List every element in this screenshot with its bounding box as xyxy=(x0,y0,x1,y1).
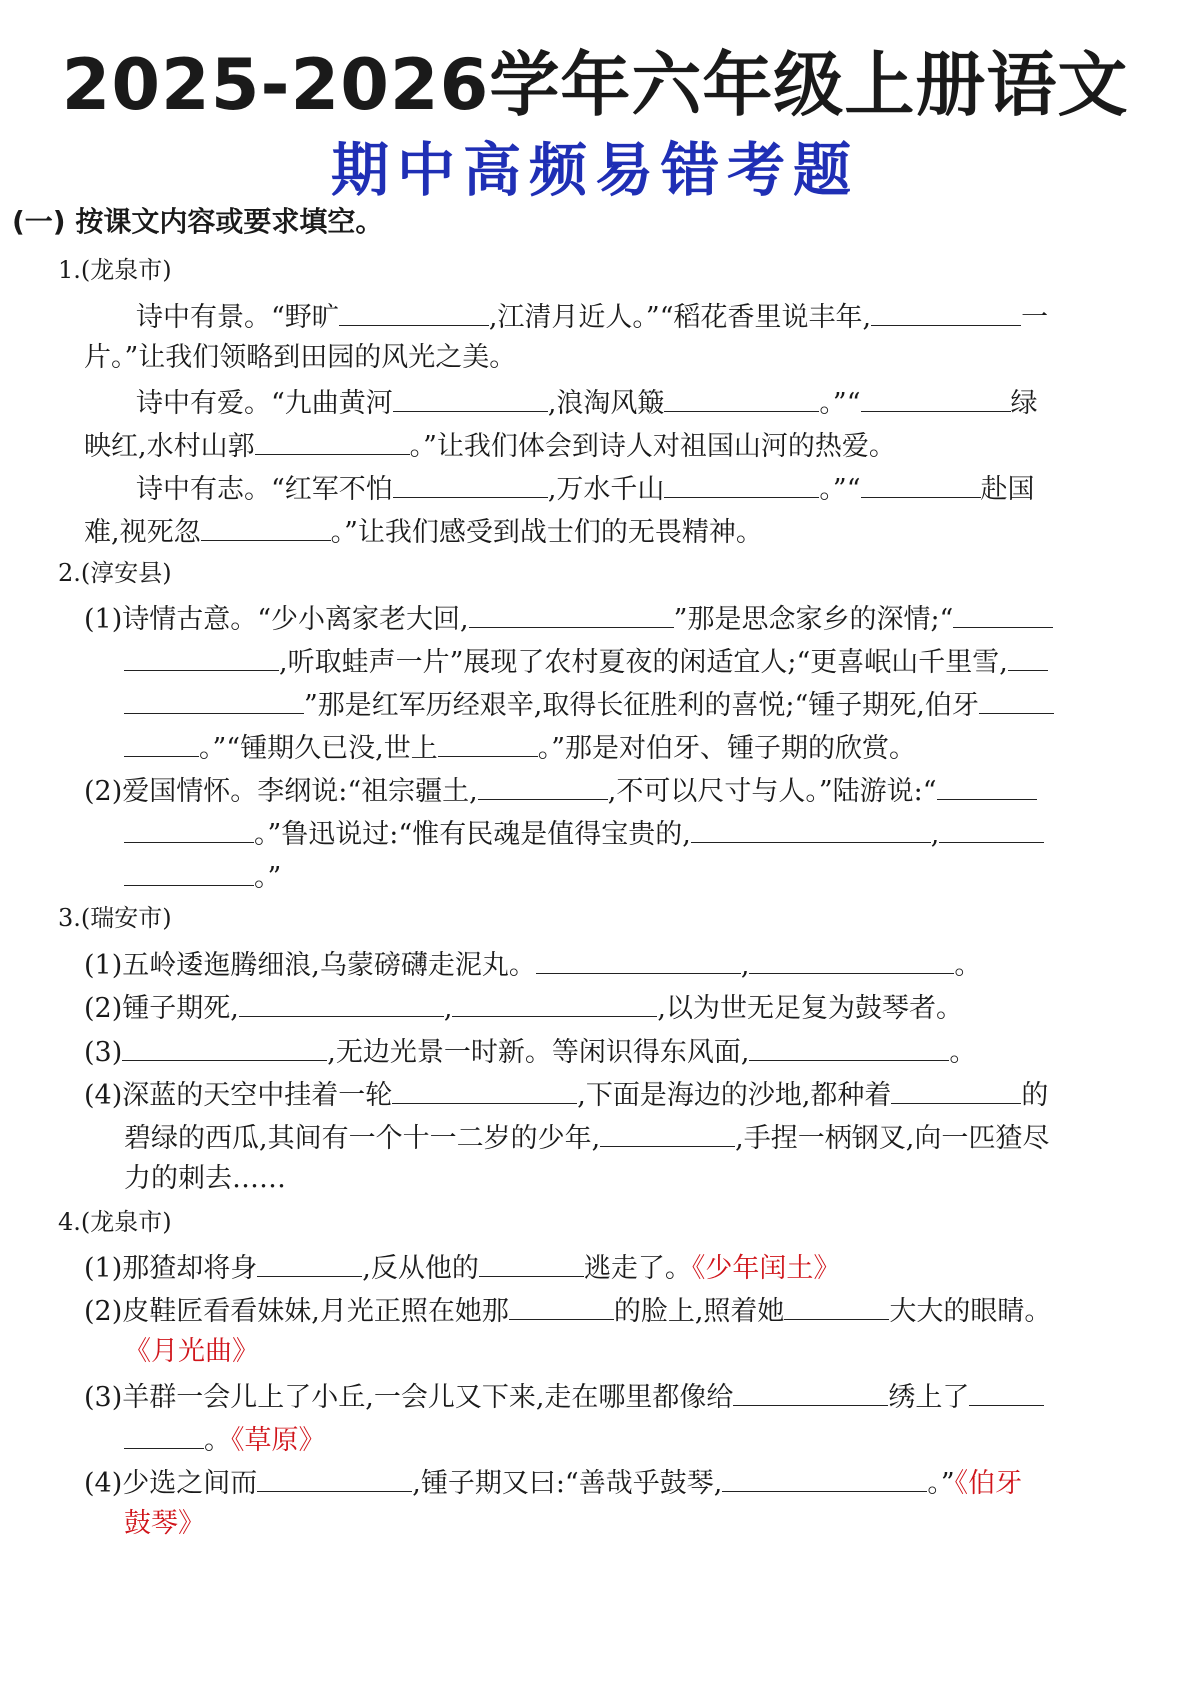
q1-line-6: 难,视死忽 。”让我们感受到战士们的无畏精神。 xyxy=(84,510,763,553)
q3-line-6: 力的刺去…… xyxy=(124,1163,286,1194)
answer-blank[interactable] xyxy=(939,812,1044,843)
source-tag: 《伯牙 xyxy=(954,1468,1023,1499)
answer-blank[interactable] xyxy=(257,1461,412,1492)
answer-blank[interactable] xyxy=(124,640,279,671)
answer-blank[interactable] xyxy=(536,943,741,974)
q3-line-2: (2)锺子期死, , ,以为世无足复为鼓琴者。 xyxy=(84,986,963,1029)
answer-blank[interactable] xyxy=(393,467,548,498)
page-title: 2025-2026学年六年级上册语文 xyxy=(61,44,1129,126)
answer-blank[interactable] xyxy=(255,424,410,455)
source-tag: 鼓琴》 xyxy=(124,1508,205,1539)
q1-line-5: 诗中有志。“红军不怕 ,万水千山 。”“ 赴国 xyxy=(136,467,1035,510)
answer-blank[interactable] xyxy=(124,683,304,714)
answer-blank[interactable] xyxy=(124,726,199,757)
q4-line-2: (2)皮鞋匠看看妹妹,月光正照在她那 的脸上,照着她 大大的眼睛。 xyxy=(84,1289,1051,1332)
answer-blank[interactable] xyxy=(1008,640,1048,671)
question-3-label: 3.(瑞安市) xyxy=(58,904,172,932)
answer-blank[interactable] xyxy=(600,1116,735,1147)
q1-line-1: 诗中有景。“野旷 ,江清月近人。”“稻花香里说丰年, 一 xyxy=(136,295,1048,338)
answer-blank[interactable] xyxy=(749,1030,949,1061)
section-heading: (一) 按课文内容或要求填空。 xyxy=(12,205,384,238)
answer-blank[interactable] xyxy=(722,1461,927,1492)
source-tag: 《少年闰土》 xyxy=(691,1253,841,1284)
question-2-label: 2.(淳安县) xyxy=(58,559,172,587)
answer-blank[interactable] xyxy=(979,683,1054,714)
q4-line-6: (4)少选之间而 ,锺子期又曰:“善哉乎鼓琴, 。”《伯牙 xyxy=(84,1461,1022,1504)
q2-line-4: 。”“锺期久已没,世上 。”那是对伯牙、锺子期的欣赏。 xyxy=(124,726,916,769)
answer-blank[interactable] xyxy=(509,1289,614,1320)
answer-blank[interactable] xyxy=(438,726,538,757)
answer-blank[interactable] xyxy=(478,769,608,800)
answer-blank[interactable] xyxy=(937,769,1037,800)
question-1-label: 1.(龙泉市) xyxy=(58,256,172,284)
answer-blank[interactable] xyxy=(749,943,954,974)
q4-line-5: 。《草原》 xyxy=(124,1418,326,1461)
answer-blank[interactable] xyxy=(124,1418,204,1449)
answer-blank[interactable] xyxy=(479,1246,584,1277)
answer-blank[interactable] xyxy=(124,855,254,886)
answer-blank[interactable] xyxy=(664,467,819,498)
q2-line-7: 。” xyxy=(124,855,281,898)
page-subtitle: 期中高频易错考题 xyxy=(330,136,859,204)
answer-blank[interactable] xyxy=(953,597,1053,628)
answer-blank[interactable] xyxy=(452,986,657,1017)
q4-line-4: (3)羊群一会儿上了小丘,一会儿又下来,走在哪里都像给 绣上了 xyxy=(84,1375,1044,1418)
answer-blank[interactable] xyxy=(871,295,1021,326)
q3-line-3: (3) ,无边光景一时新。等闲识得东风面, 。 xyxy=(84,1030,976,1073)
answer-blank[interactable] xyxy=(469,597,674,628)
q1-line-3: 诗中有爱。“九曲黄河 ,浪淘风簸 。”“ 绿 xyxy=(136,381,1038,424)
answer-blank[interactable] xyxy=(124,812,254,843)
q3-line-1: (1)五岭逶迤腾细浪,乌蒙磅礴走泥丸。 , 。 xyxy=(84,943,981,986)
q2-line-2: ,听取蛙声一片”展现了农村夏夜的闲适宜人;“更喜岷山千里雪, xyxy=(124,640,1048,683)
answer-blank[interactable] xyxy=(393,381,548,412)
answer-blank[interactable] xyxy=(891,1073,1021,1104)
answer-blank[interactable] xyxy=(691,812,931,843)
q3-line-4: (4)深蓝的天空中挂着一轮 ,下面是海边的沙地,都种着 的 xyxy=(84,1073,1048,1116)
q2-line-1: (1)诗情古意。“少小离家老大回, ”那是思念家乡的深情;“ xyxy=(84,597,1053,640)
answer-blank[interactable] xyxy=(733,1375,888,1406)
answer-blank[interactable] xyxy=(861,467,981,498)
source-tag: 《草原》 xyxy=(231,1425,326,1456)
q1-line-2: 片。”让我们领略到田园的风光之美。 xyxy=(84,342,517,373)
q1-line-4: 映红,水村山郭 。”让我们体会到诗人对祖国山河的热爱。 xyxy=(84,424,896,467)
answer-blank[interactable] xyxy=(969,1375,1044,1406)
q2-line-6: 。”鲁迅说过:“惟有民魂是值得宝贵的, , xyxy=(124,812,1044,855)
q2-line-3: ”那是红军历经艰辛,取得长征胜利的喜悦;“锺子期死,伯牙 xyxy=(124,683,1054,726)
source-tag: 《月光曲》 xyxy=(124,1336,259,1367)
answer-blank[interactable] xyxy=(122,1030,327,1061)
answer-blank[interactable] xyxy=(861,381,1011,412)
answer-blank[interactable] xyxy=(339,295,489,326)
answer-blank[interactable] xyxy=(392,1073,577,1104)
answer-blank[interactable] xyxy=(784,1289,889,1320)
answer-blank[interactable] xyxy=(257,1246,362,1277)
question-4-label: 4.(龙泉市) xyxy=(58,1208,172,1236)
q3-line-5: 碧绿的西瓜,其间有一个十一二岁的少年, ,手捏一柄钢叉,向一匹猹尽 xyxy=(124,1116,1049,1159)
answer-blank[interactable] xyxy=(239,986,444,1017)
answer-blank[interactable] xyxy=(664,381,819,412)
answer-blank[interactable] xyxy=(201,510,331,541)
q2-line-5: (2)爱国情怀。李纲说:“祖宗疆土, ,不可以尺寸与人。”陆游说:“ xyxy=(84,769,1037,812)
q4-line-1: (1)那猹却将身 ,反从他的 逃走了。《少年闰土》 xyxy=(84,1246,840,1289)
